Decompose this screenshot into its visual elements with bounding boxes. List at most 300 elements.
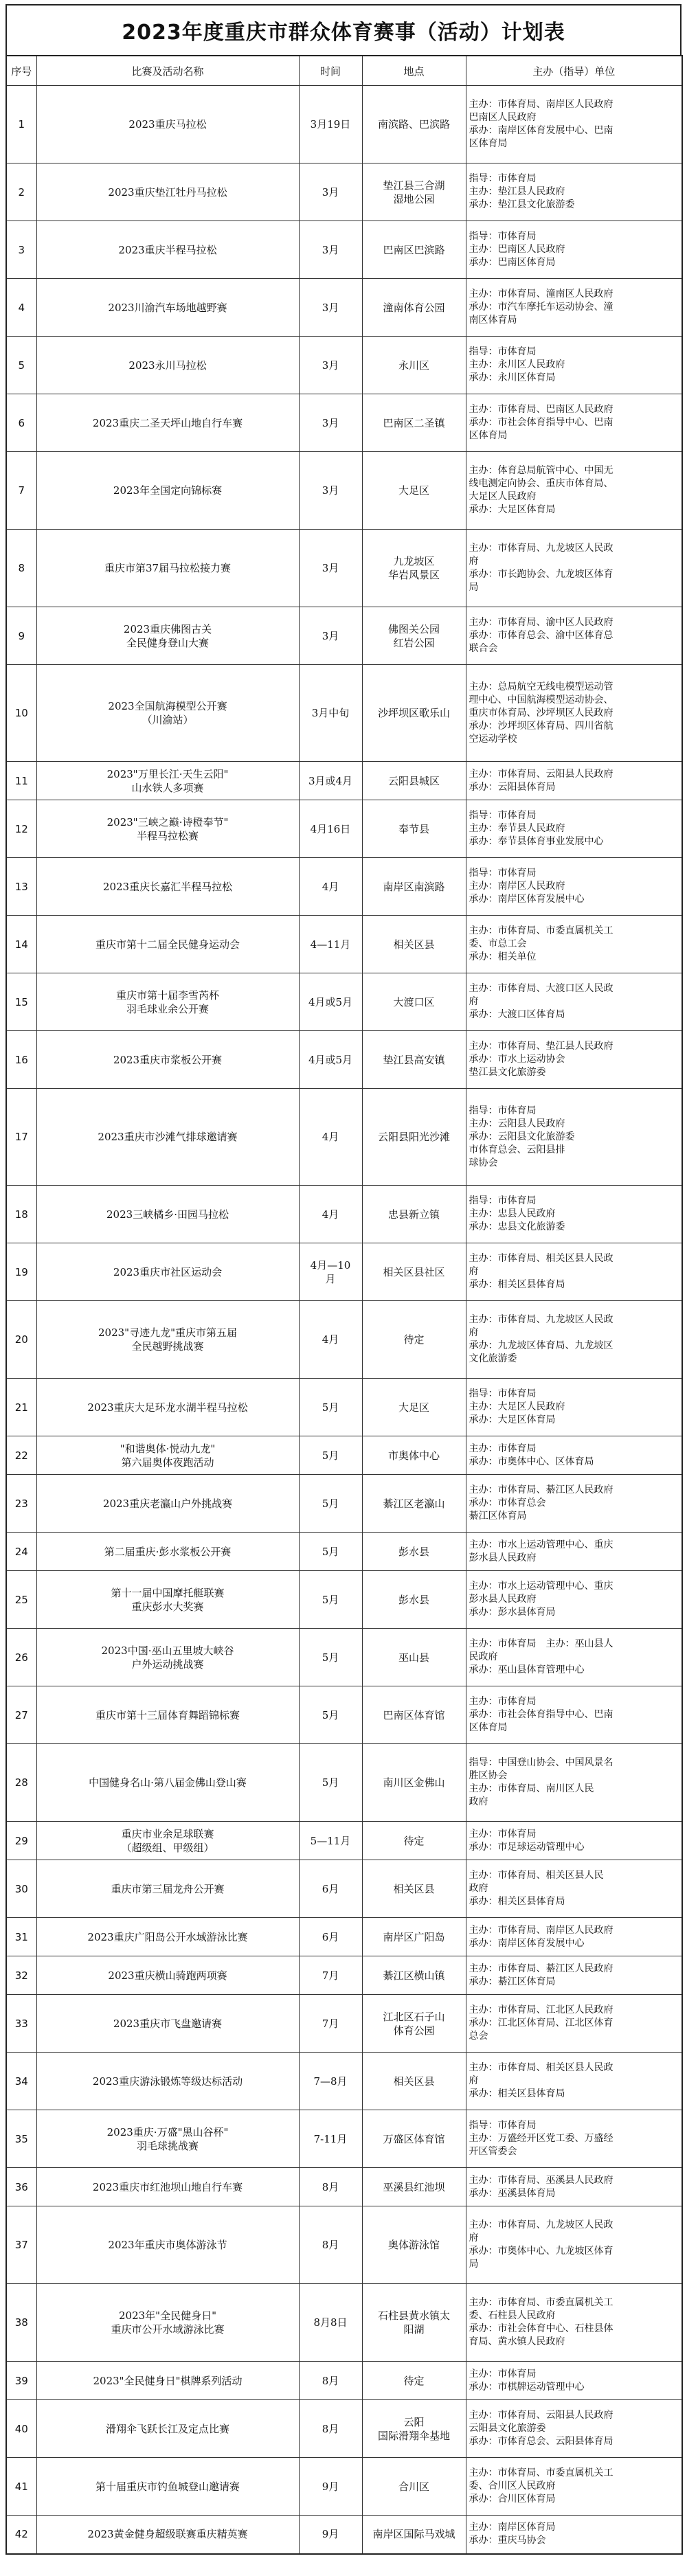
cell-place-line: 忠县新立镇 bbox=[387, 1208, 440, 1221]
cell-host-line: 承办：大足区体育局 bbox=[469, 1414, 556, 1425]
cell-seq: 37 bbox=[6, 2206, 36, 2284]
cell-host bbox=[466, 2168, 682, 2206]
cell-place-line: 彭水县 bbox=[398, 1593, 429, 1606]
cell-seq: 13 bbox=[6, 858, 36, 916]
cell-time-line: 7—8月 bbox=[313, 2075, 348, 2088]
cell-event-name bbox=[36, 337, 299, 394]
table-row bbox=[6, 2053, 682, 2110]
cell-host-line: 府 bbox=[469, 2075, 479, 2086]
cell-place bbox=[362, 530, 466, 607]
cell-place-line: 红岩公园 bbox=[393, 636, 435, 649]
cell-seq: 27 bbox=[6, 1686, 36, 1744]
cell-host-line: 主办：市体育局、九龙坡区人民政 bbox=[469, 543, 613, 554]
cell-event-name-line: 2023川渝汽车场地越野赛 bbox=[108, 301, 227, 314]
cell-seq: 35 bbox=[6, 2110, 36, 2168]
cell-time bbox=[299, 2516, 362, 2554]
cell-seq: 34 bbox=[6, 2053, 36, 2110]
cell-time bbox=[299, 2362, 362, 2400]
cell-place-line: 大渡口区 bbox=[393, 995, 435, 1008]
cell-host-line: 主办：市体育局、南岸区人民政府 bbox=[469, 99, 613, 110]
cell-place bbox=[362, 1744, 466, 1822]
cell-place bbox=[362, 1031, 466, 1089]
cell-place-line: 大足区 bbox=[398, 484, 429, 497]
cell-host-line: 主办：市体育局 主办：巫山县人 bbox=[469, 1638, 613, 1649]
cell-time bbox=[299, 1629, 362, 1686]
cell-seq: 22 bbox=[6, 1436, 36, 1475]
cell-event-name bbox=[36, 394, 299, 452]
cell-host-line: 主办：市体育局 bbox=[469, 1828, 537, 1840]
cell-host-line: 主办：市体育局 bbox=[469, 2368, 537, 2380]
cell-host-line: 主办：市体育局、市委直属机关工 bbox=[469, 2297, 613, 2308]
cell-seq: 36 bbox=[6, 2168, 36, 2206]
cell-time-line: 4月 bbox=[322, 880, 339, 893]
cell-host-line: 承办：巫溪县体育局 bbox=[469, 2187, 556, 2199]
cell-event-name bbox=[36, 221, 299, 279]
cell-place bbox=[362, 665, 466, 762]
cell-time-line: 4月 bbox=[322, 1131, 339, 1143]
header-time: 时间 bbox=[299, 56, 362, 86]
cell-host-line: 承办：彭水县体育局 bbox=[469, 1607, 556, 1618]
cell-host-line: 主办：奉节县人民政府 bbox=[469, 823, 565, 834]
cell-time bbox=[299, 452, 362, 530]
table-row bbox=[6, 1436, 682, 1475]
cell-place bbox=[362, 1379, 466, 1436]
cell-host-line: 市体育总会、云阳县排 bbox=[469, 1144, 565, 1155]
cell-time-line: 5月 bbox=[322, 1651, 339, 1664]
cell-place bbox=[362, 2516, 466, 2554]
cell-event-name-line: 2023重庆市社区运动会 bbox=[113, 1265, 223, 1278]
cell-time-line: 3月 bbox=[322, 484, 339, 497]
table-row bbox=[6, 1995, 682, 2053]
cell-host-line: 承办：沙坪坝区体育局、四川省航 bbox=[469, 720, 613, 732]
table-row bbox=[6, 1243, 682, 1301]
cell-place-line: 巫山县 bbox=[398, 1651, 429, 1664]
cell-place-line: 相关区县社区 bbox=[383, 1265, 445, 1278]
cell-host-line: 开区管委会 bbox=[469, 2146, 517, 2157]
cell-host bbox=[466, 1533, 682, 1571]
cell-host-line: 承办：云阳县体育局 bbox=[469, 781, 556, 793]
table-row bbox=[6, 1031, 682, 1089]
cell-event-name-line: 2023中国·巫山五里坡大峡谷 bbox=[101, 1644, 234, 1657]
cell-place-line: 待定 bbox=[403, 1333, 425, 1346]
cell-event-name-line: 2023黄金健身超级联赛重庆精英赛 bbox=[87, 2528, 248, 2541]
cell-event-name bbox=[36, 530, 299, 607]
cell-event-name-line: 2023"全民健身日"棋牌系列活动 bbox=[93, 2374, 243, 2387]
cell-place-line: 九龙坡区 bbox=[393, 555, 435, 567]
cell-host bbox=[466, 530, 682, 607]
cell-place bbox=[362, 2284, 466, 2362]
cell-host-line: 主办：市体育局、巴南区人民政府 bbox=[469, 404, 613, 415]
cell-event-name bbox=[36, 858, 299, 916]
cell-event-name-line: 重庆市第十届李雪芮杯 bbox=[115, 988, 219, 1002]
cell-time bbox=[299, 2458, 362, 2516]
cell-event-name bbox=[36, 2110, 299, 2168]
cell-host-line: 主办：市体育局、大渡口区人民政 bbox=[469, 983, 613, 994]
cell-event-name-line: 全民健身登山大赛 bbox=[126, 636, 209, 649]
cell-host-line: 政府 bbox=[469, 1796, 488, 1807]
cell-host bbox=[466, 279, 682, 337]
table-row bbox=[6, 1686, 682, 1744]
cell-host-line: 南区体育局 bbox=[469, 315, 517, 326]
cell-host-line: 承办：相关单位 bbox=[469, 951, 537, 962]
cell-seq: 26 bbox=[6, 1629, 36, 1686]
cell-place-line: 南岸区国际马戏城 bbox=[372, 2528, 455, 2541]
table-row bbox=[6, 1822, 682, 1860]
cell-time-line: 3月或4月 bbox=[308, 774, 353, 787]
cell-event-name-line: 2023重庆横山骑跑两项赛 bbox=[108, 1969, 227, 1982]
table-row bbox=[6, 163, 682, 221]
cell-event-name bbox=[36, 1956, 299, 1995]
cell-host-line: 承办：永川区体育局 bbox=[469, 372, 556, 383]
cell-host-line: 主办：体育总局航管中心、中国无 bbox=[469, 465, 613, 476]
cell-place bbox=[362, 762, 466, 800]
cell-place-line: 南川区金佛山 bbox=[383, 1776, 445, 1789]
cell-time bbox=[299, 1089, 362, 1186]
cell-time-line: 6月 bbox=[322, 1882, 339, 1895]
cell-event-name bbox=[36, 163, 299, 221]
cell-place-line: 石柱县黄水镇太 bbox=[377, 2309, 450, 2322]
cell-event-name-line: 户外运动挑战赛 bbox=[131, 1658, 204, 1671]
cell-place bbox=[362, 858, 466, 916]
cell-host-line: 胜区协会 bbox=[469, 1770, 508, 1781]
cell-time bbox=[299, 2206, 362, 2284]
cell-time-line: 4月—10 bbox=[310, 1258, 351, 1272]
cell-host-line: 承办：市体育总会 bbox=[469, 1498, 546, 1509]
cell-host-line: 主办：市体育局、綦江区人民政府 bbox=[469, 1484, 613, 1495]
cell-event-name bbox=[36, 665, 299, 762]
cell-event-name bbox=[36, 1744, 299, 1822]
cell-place-line: 南岸区南滨路 bbox=[383, 880, 445, 893]
cell-time bbox=[299, 1686, 362, 1744]
cell-event-name-line: 重庆市第三届龙舟公开赛 bbox=[111, 1882, 225, 1895]
header-row bbox=[6, 56, 682, 86]
cell-host bbox=[466, 2110, 682, 2168]
cell-event-name-line: 中国健身名山·第八届金佛山登山赛 bbox=[89, 1776, 247, 1789]
cell-event-name bbox=[36, 2362, 299, 2400]
cell-host-line: 巴南区人民政府 bbox=[469, 112, 537, 123]
cell-host-line: 主办：市体育局、云阳县人民政府 bbox=[469, 768, 613, 780]
cell-host bbox=[466, 1475, 682, 1533]
table-row bbox=[6, 1744, 682, 1822]
cell-event-name-line: 山水铁人多项赛 bbox=[131, 781, 204, 794]
cell-time bbox=[299, 530, 362, 607]
cell-event-name-line: 2023全国航海模型公开赛 bbox=[108, 700, 227, 712]
table-row bbox=[6, 2284, 682, 2362]
cell-host-line: 承办：相关区县体育局 bbox=[469, 1896, 565, 1907]
cell-host-line: 主办：市体育局 bbox=[469, 1443, 537, 1454]
cell-host-line: 主办：市体育局、相关区县人民政 bbox=[469, 1253, 613, 1264]
cell-place-line: 巴南区体育馆 bbox=[383, 1708, 445, 1721]
cell-seq: 21 bbox=[6, 1379, 36, 1436]
cell-event-name-line: 半程马拉松赛 bbox=[136, 829, 199, 842]
table-row bbox=[6, 86, 682, 163]
cell-host-line: 承办：南岸区体育发展中心 bbox=[469, 1937, 585, 1949]
cell-host bbox=[466, 163, 682, 221]
cell-event-name bbox=[36, 1629, 299, 1686]
cell-time bbox=[299, 1436, 362, 1475]
cell-event-name bbox=[36, 1031, 299, 1089]
cell-host bbox=[466, 973, 682, 1031]
cell-time bbox=[299, 2110, 362, 2168]
cell-seq: 12 bbox=[6, 800, 36, 858]
cell-time-line: 7-11月 bbox=[313, 2132, 348, 2145]
cell-event-name bbox=[36, 279, 299, 337]
cell-seq: 18 bbox=[6, 1186, 36, 1243]
cell-host bbox=[466, 86, 682, 163]
table-row bbox=[6, 858, 682, 916]
cell-event-name-line: 2023三峡橘乡·田园马拉松 bbox=[106, 1208, 229, 1221]
cell-place bbox=[362, 2362, 466, 2400]
cell-time-line: 3月 bbox=[322, 359, 339, 372]
cell-host-line: 承办：市棋牌运动管理中心 bbox=[469, 2381, 585, 2393]
cell-host bbox=[466, 1860, 682, 1918]
cell-host-line: 育局、黄水镇人民政府 bbox=[469, 2336, 565, 2347]
cell-time bbox=[299, 1243, 362, 1301]
cell-host-line: 承办：市奥体中心、九龙坡区体育 bbox=[469, 2246, 613, 2257]
table-row bbox=[6, 916, 682, 973]
cell-event-name bbox=[36, 86, 299, 163]
cell-host bbox=[466, 1686, 682, 1744]
cell-host-line: 委、市总工会 bbox=[469, 938, 527, 949]
cell-time-line: 4—11月 bbox=[310, 938, 351, 951]
cell-event-name bbox=[36, 916, 299, 973]
cell-event-name-line: 滑翔伞飞跃长江及定点比赛 bbox=[105, 2422, 229, 2435]
cell-host-line: 指导：市体育局 bbox=[469, 1388, 537, 1399]
cell-time-line: 8月 bbox=[322, 2180, 339, 2193]
cell-host-line: 承办：巫山县体育管理中心 bbox=[469, 1664, 585, 1675]
cell-host-line: 文化旅游委 bbox=[469, 1353, 517, 1364]
cell-event-name-line: （川渝站） bbox=[142, 714, 194, 726]
cell-host-line: 主办：市体育局、南岸区人民政府 bbox=[469, 1924, 613, 1936]
table-row bbox=[6, 2206, 682, 2284]
cell-host-line: 局 bbox=[469, 582, 479, 593]
table-row bbox=[6, 800, 682, 858]
cell-host-line: 承办：大渡口区体育局 bbox=[469, 1009, 565, 1020]
cell-time-line: 6月 bbox=[322, 1930, 339, 1943]
cell-host-line: 委、合川区人民政府 bbox=[469, 2481, 556, 2492]
cell-event-name-line: 2023年全国定向锦标赛 bbox=[113, 484, 223, 497]
cell-place-line: 奥体游泳馆 bbox=[387, 2239, 440, 2251]
cell-seq: 10 bbox=[6, 665, 36, 762]
cell-seq: 5 bbox=[6, 337, 36, 394]
cell-event-name-line: 全民越野挑战赛 bbox=[131, 1340, 204, 1353]
cell-event-name-line: 2023"三峡之巅·诗橙奉节" bbox=[106, 815, 229, 828]
cell-event-name-line: 2023重庆市红池坝山地自行车赛 bbox=[92, 2180, 243, 2193]
cell-host-line: 区体育局 bbox=[469, 138, 508, 149]
cell-host-line: 主办：云阳县人民政府 bbox=[469, 1118, 565, 1129]
cell-host bbox=[466, 221, 682, 279]
table-row bbox=[6, 1301, 682, 1379]
cell-host bbox=[466, 1243, 682, 1301]
cell-time bbox=[299, 1918, 362, 1956]
cell-time-line: 4月或5月 bbox=[308, 995, 353, 1008]
cell-place-line: 南滨路、巴滨路 bbox=[377, 118, 450, 131]
cell-event-name bbox=[36, 452, 299, 530]
cell-place-line: 巴南区二圣镇 bbox=[383, 416, 445, 429]
cell-place bbox=[362, 1186, 466, 1243]
cell-time-line: 4月 bbox=[322, 1208, 339, 1221]
cell-time-line: 3月 bbox=[322, 562, 339, 574]
cell-time-line: 3月中旬 bbox=[311, 707, 350, 719]
cell-host-line: 主办：市体育局、九龙坡区人民政 bbox=[469, 2219, 613, 2230]
cell-host-line: 政府 bbox=[469, 1883, 488, 1894]
cell-time bbox=[299, 762, 362, 800]
table-row bbox=[6, 1918, 682, 1956]
cell-event-name bbox=[36, 1822, 299, 1860]
cell-place-line: 巫溪县红池坝 bbox=[383, 2180, 445, 2193]
table-row bbox=[6, 2516, 682, 2554]
cell-host bbox=[466, 2284, 682, 2362]
cell-host-line: 承办：綦江区体育局 bbox=[469, 1976, 556, 1987]
cell-host bbox=[466, 1379, 682, 1436]
cell-event-name-line: 第十一届中国摩托艇联赛 bbox=[111, 1586, 225, 1599]
cell-event-name-line: 2023年"全民健身日" bbox=[119, 2309, 216, 2322]
cell-place bbox=[362, 2168, 466, 2206]
cell-time-line: 8月 bbox=[322, 2239, 339, 2251]
cell-host-line: 联合会 bbox=[469, 643, 498, 654]
cell-event-name bbox=[36, 2400, 299, 2458]
cell-host-line: 主办：市体育局、市委直属机关工 bbox=[469, 925, 613, 936]
cell-time bbox=[299, 1379, 362, 1436]
cell-host-line: 主办：南岸区人民政府 bbox=[469, 881, 565, 892]
cell-host-line: 主办：市体育局、巫溪县人民政府 bbox=[469, 2174, 613, 2186]
cell-seq: 16 bbox=[6, 1031, 36, 1089]
cell-event-name-line: 重庆市业余足球联赛 bbox=[121, 1827, 214, 1840]
cell-time bbox=[299, 916, 362, 973]
cell-host bbox=[466, 2206, 682, 2284]
cell-place-line: 湿地公园 bbox=[393, 192, 435, 205]
cell-host-line: 承办：相关区县体育局 bbox=[469, 1279, 565, 1290]
cell-place bbox=[362, 607, 466, 665]
cell-event-name bbox=[36, 2284, 299, 2362]
cell-host bbox=[466, 2400, 682, 2458]
cell-seq: 1 bbox=[6, 86, 36, 163]
table-row bbox=[6, 607, 682, 665]
cell-host-line: 区体育局 bbox=[469, 430, 508, 441]
cell-event-name-line: "和谐奥体·悦动九龙" bbox=[120, 1442, 216, 1455]
cell-time-line: 5月 bbox=[322, 1545, 339, 1558]
cell-host-line: 承办：市社会体育指导中心、巴南 bbox=[469, 1709, 613, 1720]
cell-host-line: 承办：江北区体育局、江北区体育 bbox=[469, 2018, 613, 2029]
cell-time bbox=[299, 1186, 362, 1243]
cell-host-line: 府 bbox=[469, 556, 479, 567]
cell-host-line: 承办：奉节县体育事业发展中心 bbox=[469, 836, 604, 847]
table-row bbox=[6, 221, 682, 279]
cell-place-line: 万盛区体育馆 bbox=[383, 2132, 445, 2145]
cell-event-name bbox=[36, 607, 299, 665]
cell-time bbox=[299, 1995, 362, 2053]
cell-event-name bbox=[36, 2206, 299, 2284]
cell-place bbox=[362, 1475, 466, 1533]
cell-host-line: 空运动学校 bbox=[469, 733, 517, 745]
cell-place-line: 綦江区老瀛山 bbox=[383, 1497, 445, 1510]
cell-event-name-line: 2023重庆·万盛"黑山谷杯" bbox=[106, 2125, 229, 2138]
cell-event-name-line: 重庆市公开水域游泳比赛 bbox=[111, 2323, 225, 2336]
cell-place-line: 永川区 bbox=[398, 359, 429, 372]
cell-place-line: 相关区县 bbox=[393, 1882, 435, 1895]
cell-host-line: 承办：垫江县文化旅游委 bbox=[469, 199, 575, 210]
cell-event-name bbox=[36, 800, 299, 858]
cell-host-line: 指导：市体育局 bbox=[469, 2120, 537, 2131]
table-row bbox=[6, 2458, 682, 2516]
cell-event-name-line: 2023重庆长嘉汇半程马拉松 bbox=[102, 880, 233, 893]
cell-seq: 40 bbox=[6, 2400, 36, 2458]
cell-host bbox=[466, 1436, 682, 1475]
cell-host-line: 指导：市体育局 bbox=[469, 346, 537, 357]
cell-seq: 25 bbox=[6, 1571, 36, 1629]
cell-time-line: 3月 bbox=[322, 185, 339, 199]
cell-event-name bbox=[36, 2053, 299, 2110]
cell-time bbox=[299, 1744, 362, 1822]
cell-seq: 6 bbox=[6, 394, 36, 452]
cell-place bbox=[362, 2206, 466, 2284]
cell-event-name bbox=[36, 1436, 299, 1475]
cell-host-line: 主办：市体育局、相关区县人民政 bbox=[469, 2062, 613, 2073]
cell-event-name bbox=[36, 1186, 299, 1243]
cell-time bbox=[299, 221, 362, 279]
cell-host bbox=[466, 1956, 682, 1995]
cell-seq: 31 bbox=[6, 1918, 36, 1956]
cell-host-line: 承办：市体育总会、渝中区体育总 bbox=[469, 630, 613, 641]
cell-event-name-line: 2023重庆二圣天坪山地自行车赛 bbox=[92, 416, 243, 429]
cell-host-line: 指导：市体育局 bbox=[469, 810, 537, 821]
cell-place-line: 奉节县 bbox=[398, 822, 429, 835]
cell-host-line: 承办：忠县文化旅游委 bbox=[469, 1221, 565, 1232]
cell-host-line: 府 bbox=[469, 2233, 479, 2244]
cell-place-line: 待定 bbox=[403, 2374, 425, 2387]
cell-time-line: 5月 bbox=[322, 1776, 339, 1789]
cell-event-name bbox=[36, 1918, 299, 1956]
table-row bbox=[6, 1629, 682, 1686]
cell-time bbox=[299, 1571, 362, 1629]
cell-place bbox=[362, 1956, 466, 1995]
cell-event-name-line: 羽毛球挑战赛 bbox=[136, 2139, 199, 2152]
cell-seq: 8 bbox=[6, 530, 36, 607]
cell-place-line: 市奥体中心 bbox=[387, 1449, 440, 1462]
cell-place-line: 云阳县阳光沙滩 bbox=[377, 1131, 450, 1143]
cell-place-line: 华岩风景区 bbox=[387, 569, 440, 581]
cell-event-name bbox=[36, 1475, 299, 1533]
table-row bbox=[6, 1186, 682, 1243]
cell-host-line: 重庆市体育局、沙坪坝区人民政府 bbox=[469, 707, 613, 719]
cell-host-line: 承办：市奥体中心、区体育局 bbox=[469, 1456, 594, 1467]
table-row bbox=[6, 1475, 682, 1533]
cell-host bbox=[466, 1822, 682, 1860]
cell-time-line: 5月 bbox=[322, 1449, 339, 1462]
cell-place-line: 巴南区巴滨路 bbox=[383, 243, 445, 256]
cell-host-line: 承办：市体育总会、云阳县体育局 bbox=[469, 2436, 613, 2447]
cell-host-line: 承办：相关区县体育局 bbox=[469, 2088, 565, 2099]
table-row bbox=[6, 665, 682, 762]
cell-host-line: 区体育局 bbox=[469, 1722, 508, 1733]
cell-event-name-line: （超级组、甲级组） bbox=[121, 1841, 214, 1854]
cell-host-line: 綦江区体育局 bbox=[469, 1511, 527, 1522]
table-row bbox=[6, 2362, 682, 2400]
cell-time-line: 8月8日 bbox=[313, 2316, 348, 2329]
cell-host bbox=[466, 607, 682, 665]
cell-event-name bbox=[36, 1571, 299, 1629]
cell-host-line: 指导：市体育局 bbox=[469, 1105, 537, 1116]
cell-host-line: 承办：南岸区体育发展中心 bbox=[469, 894, 585, 905]
cell-host bbox=[466, 394, 682, 452]
cell-event-name-line: 重庆市第37届马拉松接力赛 bbox=[104, 562, 232, 574]
cell-time-line: 7月 bbox=[322, 2017, 339, 2030]
cell-place bbox=[362, 2458, 466, 2516]
cell-time-line: 月 bbox=[325, 1272, 336, 1285]
cell-host-line: 指导：市体育局 bbox=[469, 173, 537, 184]
cell-host-line: 委、石柱县人民政府 bbox=[469, 2310, 556, 2321]
cell-time bbox=[299, 2053, 362, 2110]
